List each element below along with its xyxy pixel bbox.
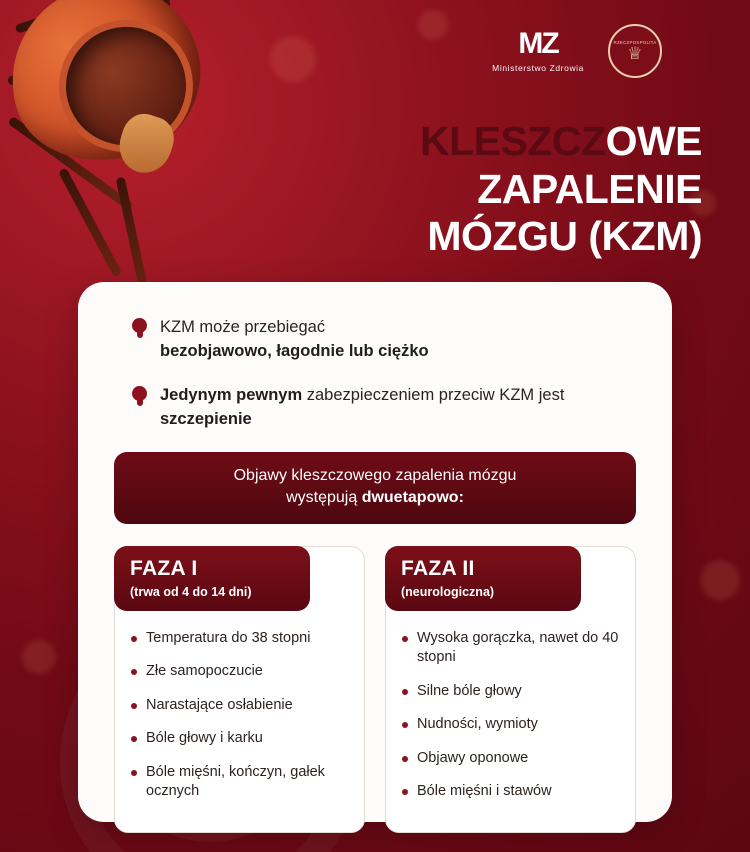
- decorative-dot: [700, 560, 740, 600]
- content-card: [78, 282, 672, 822]
- phase-name: FAZA I: [130, 557, 198, 581]
- list-item: Bóle głowy i karku: [131, 729, 348, 749]
- list-item: Silne bóle głowy: [402, 682, 619, 702]
- title-line-1-dark: KLESZCZ: [420, 118, 606, 164]
- list-item: Bóle mięśni, kończyn, gałek ocznych: [131, 763, 348, 802]
- decorative-dot: [418, 10, 448, 40]
- phase-card-2: [385, 546, 636, 832]
- list-item: Nudności, wymioty: [402, 715, 619, 735]
- title-line-3: MÓZGU (KZM): [427, 213, 702, 260]
- fact-text-plain: zabezpieczeniem przeciw KZM jest: [302, 385, 565, 404]
- list-item: Wysoka gorączka, nawet do 40 stopni: [402, 629, 619, 668]
- fact-item: [132, 384, 636, 432]
- phase-symptom-list: [131, 629, 348, 802]
- fact-text-plain: KZM może przebiegać: [160, 318, 326, 336]
- ministry-logo-subtitle: Ministerstwo Zdrowia: [492, 63, 584, 73]
- title-line-2: ZAPALENIE: [477, 165, 702, 212]
- list-item: Złe samopoczucie: [131, 662, 348, 682]
- fact-text-bold: bezobjawowo, łagodnie lub ciężko: [160, 341, 429, 360]
- title-line-1: [232, 118, 702, 166]
- phase-note: (trwa od 4 do 14 dni): [130, 584, 252, 599]
- phases-container: [114, 546, 636, 832]
- lightbulb-icon: [132, 386, 147, 408]
- phase-symptom-list: [402, 629, 619, 802]
- banner-line-2-plain: występują: [286, 489, 362, 507]
- list-item: Narastające osłabienie: [131, 696, 348, 716]
- page-title: [232, 118, 702, 261]
- phase-note: (neurologiczna): [401, 584, 495, 599]
- banner-line-2: [132, 487, 618, 509]
- eagle-icon: ♕: [627, 44, 643, 64]
- phase-name: FAZA II: [401, 557, 475, 581]
- fact-bold-lead: Jedynym pewnym: [160, 385, 303, 404]
- phase-header: [114, 546, 310, 610]
- banner-line-1: Objawy kleszczowego zapalenia mózgu: [233, 466, 517, 484]
- fact-item: [132, 316, 636, 364]
- list-item: Temperatura do 38 stopni: [131, 629, 348, 649]
- fact-text-bold-end: szczepienie: [160, 409, 252, 428]
- ministry-logo: [492, 29, 584, 73]
- lightbulb-icon: [132, 318, 147, 340]
- phase-card-1: [114, 546, 365, 832]
- list-item: Bóle mięśni i stawów: [402, 782, 619, 802]
- phase-header: [385, 546, 581, 610]
- fact-text: [160, 384, 636, 432]
- ministry-logo-mark: MZ: [518, 27, 558, 60]
- decorative-dot: [22, 640, 56, 674]
- title-line-1-light: OWE: [605, 118, 702, 164]
- crest-top-text: RZECZPOSPOLITA: [613, 39, 657, 45]
- stages-banner: [114, 452, 636, 525]
- national-crest-icon: [608, 24, 662, 78]
- fact-text: [160, 316, 429, 364]
- facts-list: [132, 316, 636, 432]
- list-item: Objawy oponowe: [402, 749, 619, 769]
- banner-line-2-bold: dwuetapowo:: [361, 489, 464, 507]
- logo-group: [492, 24, 662, 78]
